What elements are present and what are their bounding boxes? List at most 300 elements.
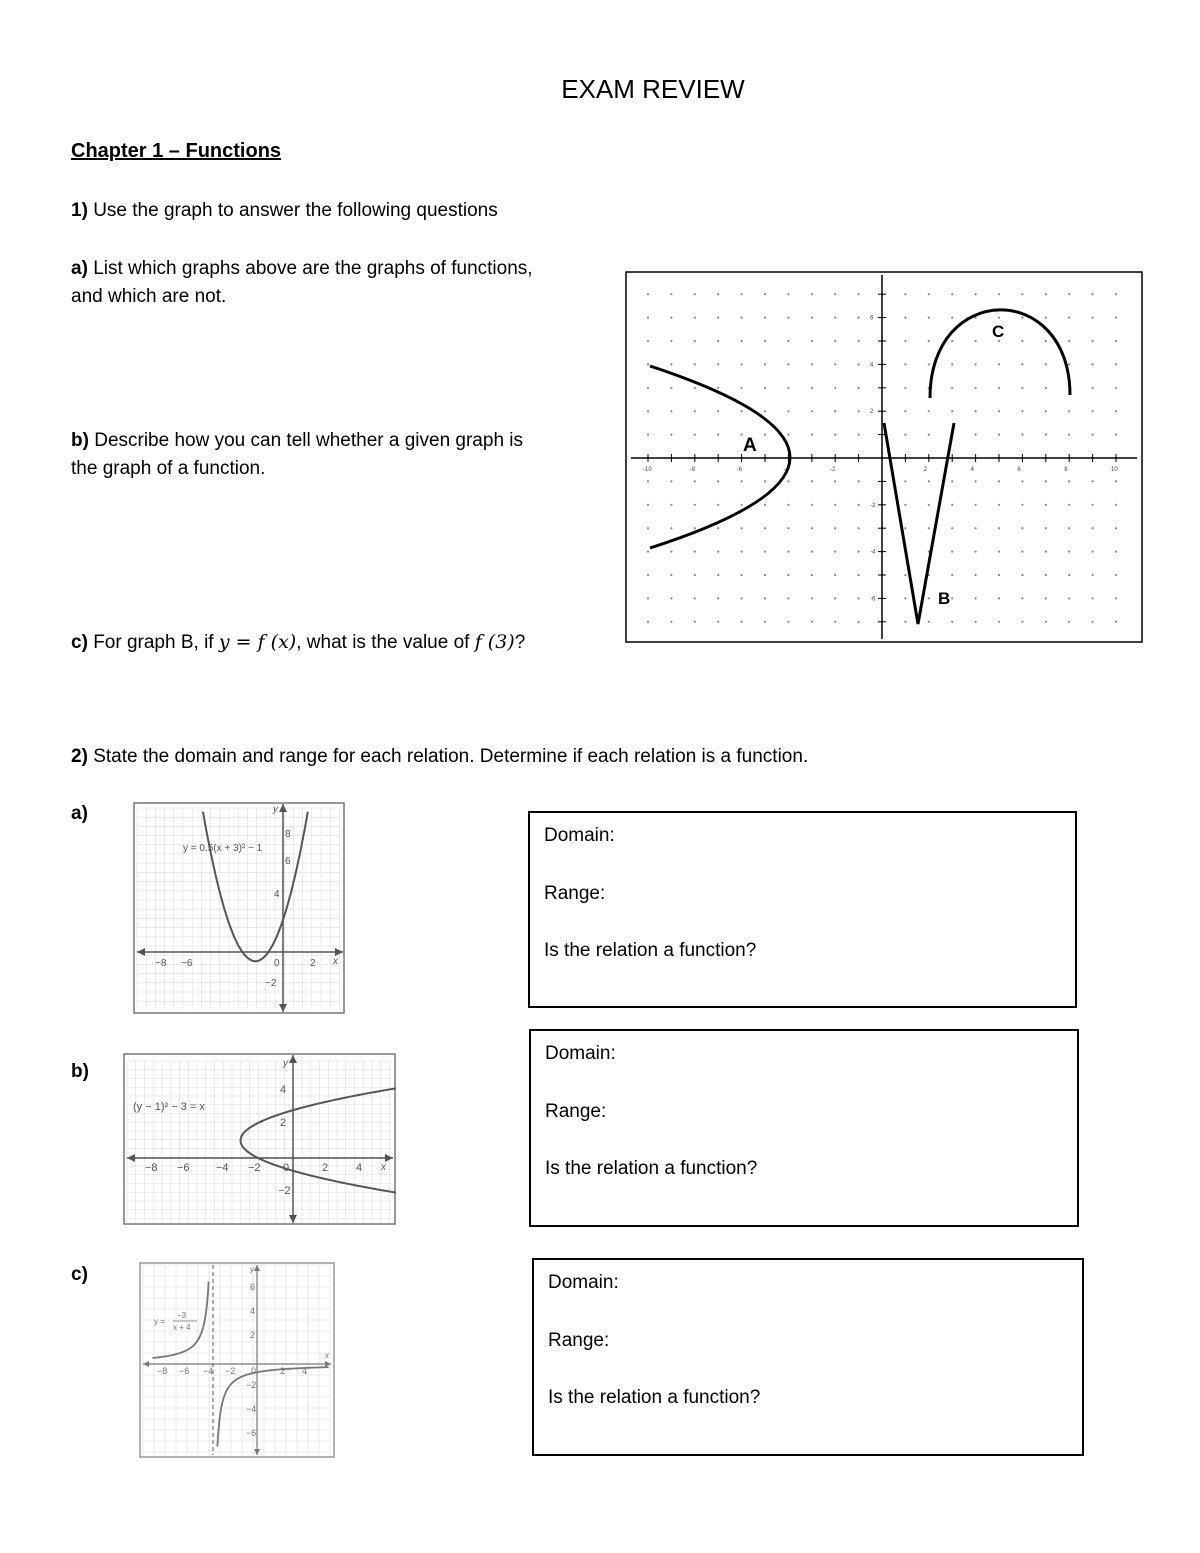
- q2-number: 2): [71, 746, 88, 767]
- grid-dot: [904, 293, 906, 295]
- grid-dot: [1092, 527, 1094, 529]
- grid-dot: [1068, 293, 1070, 295]
- grid-dot: [811, 317, 813, 319]
- grid-dot: [1021, 621, 1023, 623]
- grid-dot: [858, 551, 860, 553]
- grid-dot: [1092, 317, 1094, 319]
- grid-dot: [951, 363, 953, 365]
- grid-dot: [764, 340, 766, 342]
- q1b-label: b): [71, 430, 89, 451]
- grid-dot: [834, 434, 836, 436]
- grid-dot: [741, 527, 743, 529]
- grid-dot: [904, 317, 906, 319]
- grid-dot: [1092, 551, 1094, 553]
- grid-dot: [951, 480, 953, 482]
- graph-b-figure: [123, 1053, 396, 1225]
- grid-dot: [975, 551, 977, 553]
- grid-dot: [975, 504, 977, 506]
- grid-dot: [1021, 527, 1023, 529]
- grid-dot: [998, 363, 1000, 365]
- grid-dot: [1068, 480, 1070, 482]
- grid-dot: [834, 480, 836, 482]
- grid-dot: [764, 410, 766, 412]
- grid-dot: [764, 504, 766, 506]
- grid-dot: [670, 363, 672, 365]
- grid-dot: [834, 387, 836, 389]
- graph-b-y-label: y: [283, 1058, 288, 1069]
- y-tick-label: 6: [870, 315, 874, 322]
- grid-dot: [811, 527, 813, 529]
- grid-dot: [694, 293, 696, 295]
- graph-c-y-tick: 6: [250, 1282, 256, 1292]
- grid-dot: [998, 597, 1000, 599]
- grid-dot: [741, 317, 743, 319]
- grid-dot: [694, 621, 696, 623]
- grid-dot: [998, 317, 1000, 319]
- grid-dot: [834, 551, 836, 553]
- grid-dot: [1068, 527, 1070, 529]
- graph-a-x-label: x: [333, 956, 338, 967]
- graph-a-x-tick: 2: [310, 958, 316, 969]
- page-title: EXAM REVIEW: [561, 74, 745, 104]
- grid-dot: [1115, 551, 1117, 553]
- grid-dot: [975, 480, 977, 482]
- grid-dot: [647, 363, 649, 365]
- graph-c-x-tick: −6: [179, 1366, 190, 1376]
- grid-dot: [717, 410, 719, 412]
- x-tick-label: 8: [1064, 467, 1068, 473]
- graph-c-equation-lhs: y =: [154, 1317, 165, 1326]
- grid-dot: [694, 597, 696, 599]
- grid-dot: [858, 434, 860, 436]
- graph-b-x-tick: −6: [177, 1162, 190, 1174]
- grid-dot: [1068, 410, 1070, 412]
- graph-a-y-tick: 8: [285, 829, 291, 840]
- grid-dot: [1115, 597, 1117, 599]
- grid-dot: [1092, 293, 1094, 295]
- grid-dot: [975, 527, 977, 529]
- grid-dot: [904, 363, 906, 365]
- graph-b-x-tick: 0: [283, 1162, 290, 1174]
- grid-dot: [834, 293, 836, 295]
- grid-dot: [1115, 340, 1117, 342]
- grid-dot: [1115, 574, 1117, 576]
- q1b-text-line1: Describe how you can tell whether a given graph is: [94, 430, 524, 451]
- grid-dot: [811, 293, 813, 295]
- answer-box-c[interactable]: [532, 1258, 1084, 1456]
- grid-dot: [1045, 551, 1047, 553]
- grid-dot: [975, 387, 977, 389]
- grid-dot: [1021, 293, 1023, 295]
- grid-dot: [694, 387, 696, 389]
- graph-c-x-tick: −4: [203, 1366, 214, 1376]
- grid-dot: [717, 293, 719, 295]
- grid-dot: [928, 504, 930, 506]
- grid-dot: [998, 504, 1000, 506]
- grid-dot: [1115, 317, 1117, 319]
- q1c-text-pre: For graph B, if: [93, 632, 214, 653]
- x-tick-label: 2: [923, 467, 928, 473]
- grid-dot: [1068, 574, 1070, 576]
- q1-text: Use the graph to answer the following questions: [93, 200, 498, 221]
- grid-dot: [858, 504, 860, 506]
- grid-dot: [834, 527, 836, 529]
- grid-dot: [787, 597, 789, 599]
- grid-dot: [834, 317, 836, 319]
- grid-dot: [858, 363, 860, 365]
- grid-dot: [741, 363, 743, 365]
- grid-dot: [1021, 340, 1023, 342]
- grid-dot: [1045, 387, 1047, 389]
- grid-dot: [951, 597, 953, 599]
- grid-dot: [717, 527, 719, 529]
- grid-dot: [1045, 363, 1047, 365]
- grid-dot: [1068, 551, 1070, 553]
- grid-dot: [1068, 621, 1070, 623]
- grid-dot: [904, 340, 906, 342]
- grid-dot: [1092, 387, 1094, 389]
- grid-dot: [998, 410, 1000, 412]
- grid-dot: [647, 387, 649, 389]
- grid-dot: [717, 574, 719, 576]
- grid-dot: [928, 410, 930, 412]
- grid-dot: [1092, 574, 1094, 576]
- range-label: Range:: [544, 883, 606, 904]
- grid-dot: [670, 387, 672, 389]
- grid-dot: [998, 293, 1000, 295]
- grid-dot: [1115, 363, 1117, 365]
- grid-dot: [928, 293, 930, 295]
- grid-dot: [670, 597, 672, 599]
- grid-dot: [858, 574, 860, 576]
- q1c-text-post: ?: [514, 632, 526, 653]
- graph-b-x-tick: −4: [216, 1162, 229, 1174]
- grid-dot: [975, 293, 977, 295]
- grid-dot: [717, 317, 719, 319]
- grid-dot: [787, 504, 789, 506]
- q1a-prompt: [71, 255, 611, 311]
- graph-b-x-tick: 4: [356, 1162, 363, 1174]
- grid-dot: [858, 621, 860, 623]
- graph-a-y-tick: −2: [265, 978, 277, 989]
- grid-dot: [1115, 410, 1117, 412]
- grid-dot: [787, 317, 789, 319]
- grid-dot: [928, 434, 930, 436]
- grid-dot: [717, 551, 719, 553]
- grid-dot: [858, 597, 860, 599]
- graph-c-y-tick: −6: [246, 1428, 257, 1438]
- grid-dot: [647, 340, 649, 342]
- grid-dot: [975, 317, 977, 319]
- q1b-text-line2: the graph of a function.: [71, 458, 266, 479]
- grid-dot: [1021, 551, 1023, 553]
- graph-c-y-tick: −2: [246, 1380, 257, 1390]
- y-tick-label: 4: [870, 362, 874, 369]
- grid-dot: [1045, 480, 1047, 482]
- grid-dot: [858, 340, 860, 342]
- grid-dot: [975, 621, 977, 623]
- grid-dot: [1045, 504, 1047, 506]
- grid-dot: [670, 527, 672, 529]
- grid-dot: [741, 551, 743, 553]
- grid-dot: [904, 621, 906, 623]
- grid-dot: [951, 387, 953, 389]
- range-label: Range:: [545, 1101, 607, 1122]
- grid-dot: [811, 434, 813, 436]
- grid-dot: [998, 434, 1000, 436]
- grid-dot: [717, 597, 719, 599]
- grid-dot: [1021, 480, 1023, 482]
- x-tick-label: 4: [970, 467, 974, 473]
- grid-dot: [787, 363, 789, 365]
- grid-dot: [1021, 434, 1023, 436]
- grid-dot: [951, 574, 953, 576]
- grid-dot: [975, 574, 977, 576]
- label-a: A: [743, 435, 757, 456]
- graph-b-y-tick: 2: [280, 1117, 287, 1129]
- grid-dot: [1068, 317, 1070, 319]
- grid-dot: [928, 597, 930, 599]
- grid-dot: [787, 410, 789, 412]
- q1a-text-line1: List which graphs above are the graphs of functions,: [93, 258, 533, 279]
- x-tick-label: -8: [689, 467, 696, 473]
- grid-dot: [904, 527, 906, 529]
- grid-dot: [741, 293, 743, 295]
- grid-dot: [741, 387, 743, 389]
- q2-text: State the domain and range for each relation. Determine if each relation is a function.: [93, 746, 809, 767]
- grid-dot: [670, 621, 672, 623]
- graph-c-y-tick: −4: [246, 1404, 257, 1414]
- grid-dot: [670, 480, 672, 482]
- grid-dot: [764, 527, 766, 529]
- grid-dot: [717, 480, 719, 482]
- grid-dot: [904, 434, 906, 436]
- graph-b-y-tick: 4: [280, 1084, 287, 1096]
- answer-box-b[interactable]: [529, 1029, 1079, 1227]
- grid-dot: [975, 597, 977, 599]
- grid-dot: [670, 317, 672, 319]
- x-tick-label: -4: [783, 467, 789, 473]
- grid-dot: [1115, 527, 1117, 529]
- grid-dot: [694, 504, 696, 506]
- domain-label: Domain:: [544, 825, 615, 846]
- grid-dot: [1115, 621, 1117, 623]
- grid-dot: [694, 434, 696, 436]
- grid-dot: [858, 293, 860, 295]
- grid-dot: [1068, 597, 1070, 599]
- grid-dot: [764, 293, 766, 295]
- grid-dot: [787, 527, 789, 529]
- grid-dot: [787, 387, 789, 389]
- graph-c-figure: [139, 1262, 335, 1458]
- grid-dot: [811, 387, 813, 389]
- grid-dot: [951, 340, 953, 342]
- grid-dot: [951, 410, 953, 412]
- grid-dot: [811, 340, 813, 342]
- grid-dot: [1068, 363, 1070, 365]
- grid-dot: [647, 551, 649, 553]
- grid-dot: [1092, 434, 1094, 436]
- grid-dot: [1021, 363, 1023, 365]
- grid-dot: [764, 387, 766, 389]
- grid-dot: [741, 621, 743, 623]
- grid-dot: [717, 504, 719, 506]
- grid-dot: [1092, 363, 1094, 365]
- grid-dot: [904, 504, 906, 506]
- grid-dot: [787, 621, 789, 623]
- grid-dot: [647, 504, 649, 506]
- graph-b-x-label: x: [381, 1162, 386, 1173]
- grid-dot: [1045, 293, 1047, 295]
- grid-dot: [834, 574, 836, 576]
- grid-dot: [1092, 480, 1094, 482]
- grid-dot: [787, 434, 789, 436]
- grid-dot: [951, 293, 953, 295]
- grid-dot: [717, 340, 719, 342]
- grid-dot: [811, 551, 813, 553]
- grid-dot: [647, 317, 649, 319]
- grid-dot: [717, 434, 719, 436]
- label-c: C: [992, 322, 1005, 341]
- label-b: B: [938, 589, 951, 608]
- q1-number: 1): [71, 200, 88, 221]
- q1c-text-mid: , what is the value of: [296, 632, 470, 653]
- graph-b-equation: (y − 1)² − 3 = x: [133, 1101, 205, 1113]
- q2b-label: b): [71, 1061, 89, 1082]
- graph-a-y-tick: 6: [285, 856, 291, 867]
- grid-dot: [1045, 597, 1047, 599]
- grid-dot: [694, 340, 696, 342]
- grid-dot: [811, 480, 813, 482]
- x-tick-label: 10: [1111, 467, 1118, 473]
- grid-dot: [998, 621, 1000, 623]
- q1b-prompt: [71, 427, 611, 483]
- grid-dot: [834, 340, 836, 342]
- grid-dot: [975, 363, 977, 365]
- grid-dot: [1045, 621, 1047, 623]
- grid-dot: [647, 621, 649, 623]
- graph-c-y-tick: 2: [250, 1330, 256, 1340]
- grid-dot: [647, 597, 649, 599]
- main-graph: [625, 271, 1143, 643]
- grid-dot: [834, 597, 836, 599]
- q1a-label: a): [71, 258, 88, 279]
- grid-dot: [764, 363, 766, 365]
- grid-dot: [694, 317, 696, 319]
- grid-dot: [811, 363, 813, 365]
- grid-dot: [951, 551, 953, 553]
- grid-dot: [928, 480, 930, 482]
- grid-dot: [764, 574, 766, 576]
- grid-dot: [741, 410, 743, 412]
- grid-dot: [1021, 410, 1023, 412]
- q1a-text-line2: and which are not.: [71, 286, 227, 307]
- grid-dot: [834, 410, 836, 412]
- grid-dot: [694, 363, 696, 365]
- grid-dot: [694, 410, 696, 412]
- domain-label: Domain:: [548, 1272, 619, 1293]
- grid-dot: [1115, 293, 1117, 295]
- graph-b-x-tick: 2: [322, 1162, 329, 1174]
- q2-prompt: [71, 743, 808, 771]
- grid-dot: [717, 621, 719, 623]
- x-tick-label: -2: [830, 467, 836, 473]
- grid-dot: [717, 363, 719, 365]
- grid-dot: [741, 504, 743, 506]
- graph-b-x-tick: −2: [248, 1162, 261, 1174]
- grid-dot: [951, 504, 953, 506]
- grid-dot: [1045, 317, 1047, 319]
- grid-dot: [951, 527, 953, 529]
- grid-dot: [928, 317, 930, 319]
- grid-dot: [764, 621, 766, 623]
- q2a-label: a): [71, 803, 88, 824]
- graph-c-x-tick: −8: [157, 1366, 168, 1376]
- grid-dot: [1021, 317, 1023, 319]
- grid-dot: [998, 387, 1000, 389]
- grid-dot: [764, 317, 766, 319]
- x-tick-label: -6: [736, 467, 742, 473]
- graph-c-x-tick: 2: [280, 1366, 286, 1376]
- grid-dot: [694, 480, 696, 482]
- grid-dot: [1092, 504, 1094, 506]
- grid-dot: [904, 387, 906, 389]
- grid-dot: [811, 574, 813, 576]
- grid-dot: [904, 597, 906, 599]
- grid-dot: [764, 434, 766, 436]
- grid-dot: [787, 340, 789, 342]
- q2c-label: c): [71, 1264, 88, 1285]
- graph-a-x-tick: −6: [181, 958, 193, 969]
- function-question: Is the relation a function?: [548, 1387, 761, 1408]
- grid-dot: [764, 597, 766, 599]
- grid-dot: [858, 410, 860, 412]
- grid-dot: [834, 621, 836, 623]
- q1c-math-function: y = f (x): [218, 631, 297, 653]
- function-question: Is the relation a function?: [544, 940, 757, 961]
- grid-dot: [694, 527, 696, 529]
- grid-dot: [928, 527, 930, 529]
- answer-box-a[interactable]: [528, 811, 1077, 1008]
- grid-dot: [975, 410, 977, 412]
- grid-dot: [717, 387, 719, 389]
- grid-dot: [928, 363, 930, 365]
- grid-dot: [858, 480, 860, 482]
- graph-a-x-tick: −8: [155, 958, 167, 969]
- grid-dot: [1115, 434, 1117, 436]
- grid-dot: [1115, 504, 1117, 506]
- y-tick-label: 2: [870, 409, 874, 416]
- grid-dot: [975, 340, 977, 342]
- grid-dot: [647, 410, 649, 412]
- grid-dot: [834, 363, 836, 365]
- grid-dot: [647, 293, 649, 295]
- grid-dot: [670, 504, 672, 506]
- grid-dot: [670, 410, 672, 412]
- y-tick-label: -6: [870, 596, 876, 603]
- grid-dot: [647, 480, 649, 482]
- graph-a-equation: y = 0.5(x + 3)² − 1: [183, 843, 263, 854]
- grid-dot: [1045, 340, 1047, 342]
- grid-dot: [811, 597, 813, 599]
- q1c-label: c): [71, 632, 88, 653]
- function-question: Is the relation a function?: [545, 1158, 758, 1179]
- grid-dot: [787, 551, 789, 553]
- graph-a-y-label: y: [273, 804, 278, 815]
- grid-dot: [694, 574, 696, 576]
- grid-dot: [670, 434, 672, 436]
- grid-dot: [741, 597, 743, 599]
